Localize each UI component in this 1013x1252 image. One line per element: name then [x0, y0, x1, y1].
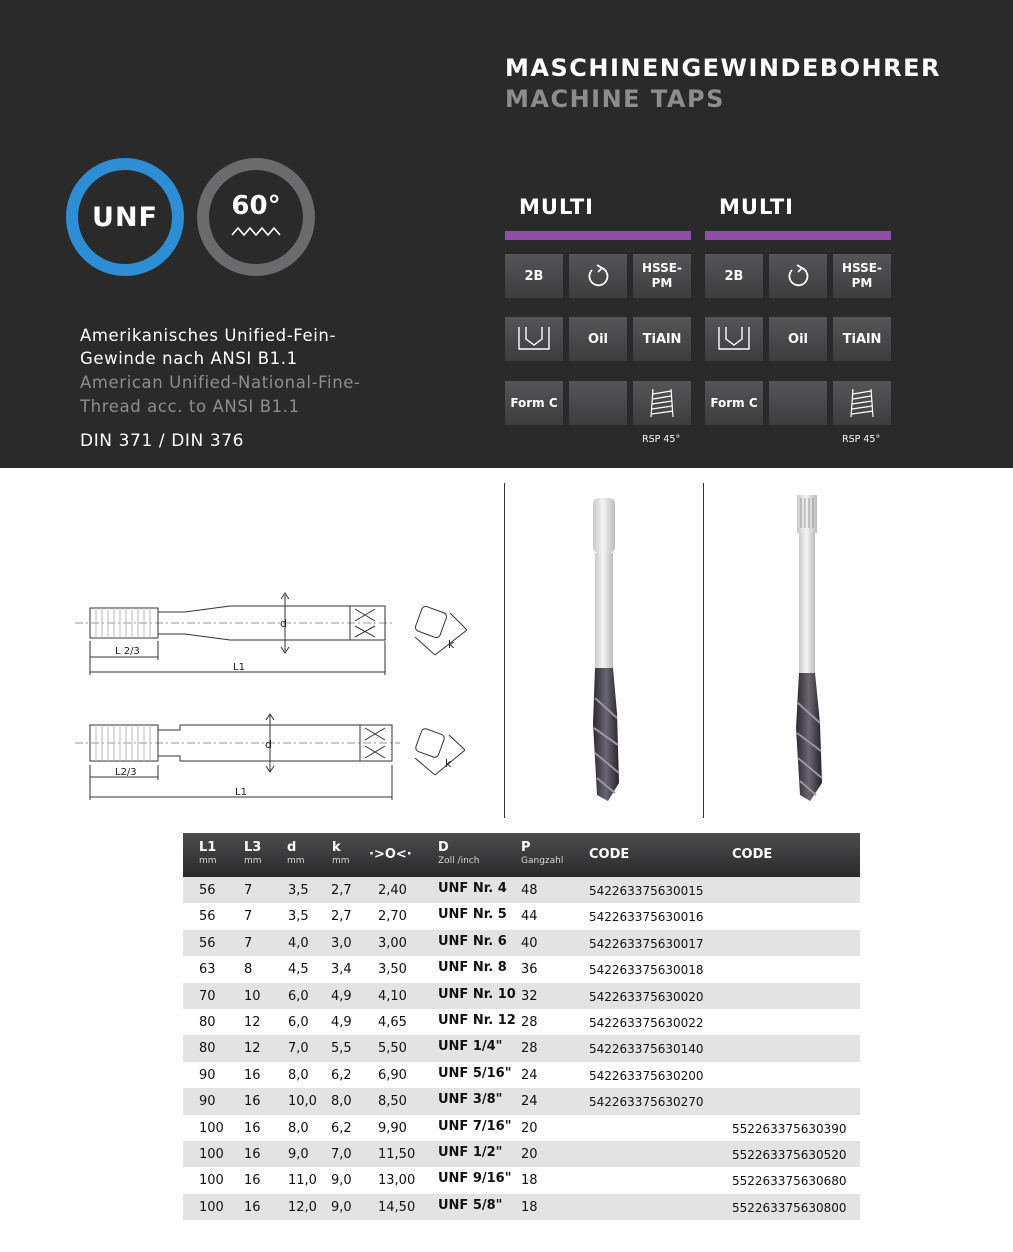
table-cell: 6,0 [288, 988, 309, 1004]
table-cell: 3,0 [331, 935, 352, 951]
spiral-flute-icon [847, 386, 877, 420]
table-row [183, 956, 860, 982]
table-cell: UNF Nr. 8 [438, 960, 507, 976]
table-cell: 7 [244, 935, 253, 951]
table-cell: UNF 7/16" [438, 1118, 512, 1134]
spiral-tile-2 [833, 381, 891, 425]
table-cell: 552263375630520 [732, 1147, 847, 1162]
table-cell: 18 [521, 1173, 538, 1189]
table-cell: UNF Nr. 6 [438, 933, 507, 949]
table-cell: 542263375630020 [589, 989, 704, 1004]
table-row [183, 877, 860, 903]
table-cell: 2,40 [378, 883, 407, 898]
table-cell: 4,65 [378, 1014, 407, 1030]
table-cell: 7 [244, 909, 253, 925]
table-cell: 90 [199, 1067, 216, 1083]
table-cell: 542263375630022 [589, 1015, 704, 1030]
header-drill-diameter: ·>O<· [369, 847, 412, 862]
table-cell: 32 [521, 988, 538, 1004]
empty-tile-1 [569, 381, 627, 425]
table-cell: UNF 1/2" [438, 1144, 503, 1160]
table-cell: 4,10 [378, 988, 407, 1004]
description-de-line2: Gewinde nach ANSI B1.1 [80, 349, 298, 368]
table-row [183, 1167, 860, 1193]
table-cell: UNF 5/16" [438, 1065, 512, 1081]
table-cell: UNF 1/4" [438, 1039, 503, 1055]
material-tile-2 [833, 254, 891, 298]
table-cell: 8,0 [331, 1094, 352, 1110]
unf-badge-label: UNF [92, 201, 158, 233]
table-cell: 552263375630680 [732, 1174, 847, 1189]
table-cell: 7,0 [331, 1146, 352, 1162]
empty-tile-2 [769, 381, 827, 425]
table-cell: 4,9 [331, 988, 352, 1004]
table-cell: 7 [244, 883, 253, 898]
table-cell: 542263375630018 [589, 963, 704, 978]
table-cell: 542263375630015 [589, 884, 704, 898]
table-cell: 4,5 [288, 962, 309, 978]
table-row [183, 1009, 860, 1035]
table-cell: 56 [199, 883, 216, 898]
drawing-label-l1-2: L1 [235, 787, 247, 798]
column-title-1: MULTI [519, 195, 594, 219]
table-cell: 100 [199, 1120, 224, 1136]
technical-drawing [75, 575, 485, 825]
thread-angle-badge [197, 158, 315, 276]
rotation-tile-2 [769, 254, 827, 298]
table-body [183, 877, 860, 1220]
table-cell: 7,0 [288, 1041, 309, 1057]
right-hand-rotation-icon [783, 261, 813, 291]
rotation-tile-1 [569, 254, 627, 298]
table-cell: 8,0 [288, 1120, 309, 1136]
table-cell: UNF Nr. 12 [438, 1012, 516, 1028]
table-cell: 6,0 [288, 1014, 309, 1030]
table-cell: 12 [244, 1041, 261, 1057]
table-cell: 16 [244, 1120, 261, 1136]
table-cell: 4,9 [331, 1014, 352, 1030]
table-cell: 20 [521, 1120, 538, 1136]
table-row [183, 983, 860, 1009]
thread-profile-icon [231, 225, 281, 237]
table-cell: UNF 5/8" [438, 1197, 503, 1213]
column-bar-2 [705, 231, 891, 240]
table-cell: 16 [244, 1067, 261, 1083]
material-line2: PM [651, 276, 673, 290]
material-tile-1 [633, 254, 691, 298]
table-row [183, 930, 860, 956]
header-code-2: CODE [732, 847, 773, 862]
title-english: MACHINE TAPS [505, 85, 725, 113]
table-cell: 70 [199, 988, 216, 1004]
coating-tile-1: TiAlN [633, 317, 691, 361]
column-title-2: MULTI [719, 195, 794, 219]
drawing-label-l23-2: L2/3 [115, 767, 137, 778]
coolant-tile-2: Oil [769, 317, 827, 361]
table-cell: 56 [199, 909, 216, 925]
table-cell: 100 [199, 1199, 224, 1215]
form-tile-2: Form C [705, 381, 763, 425]
table-row [183, 1062, 860, 1088]
product-table [183, 833, 860, 1220]
spiral-tile-1 [633, 381, 691, 425]
table-cell: 2,70 [378, 909, 407, 925]
table-cell: 8,50 [378, 1094, 407, 1110]
header-k: k mm [332, 840, 350, 866]
description-en-line1: American Unified-National-Fine- [80, 373, 361, 392]
table-cell: 542263375630017 [589, 936, 704, 951]
table-cell: 90 [199, 1094, 216, 1110]
table-cell: 10,0 [288, 1094, 317, 1110]
table-cell: 63 [199, 962, 216, 978]
table-cell: UNF 9/16" [438, 1171, 512, 1187]
tolerance-tile-2: 2B [705, 254, 763, 298]
header-l3: L3 mm [244, 840, 262, 866]
tolerance-tile-1: 2B [505, 254, 563, 298]
description-en-line2: Thread acc. to ANSI B1.1 [80, 397, 300, 416]
table-cell: 9,90 [378, 1120, 407, 1136]
table-cell: 36 [521, 962, 538, 978]
coating-tile-2: TiAlN [833, 317, 891, 361]
product-header [0, 0, 1013, 468]
table-cell: 100 [199, 1146, 224, 1162]
table-cell: 48 [521, 883, 538, 898]
table-cell: 14,50 [378, 1199, 416, 1215]
drawing-label-k-2: k [445, 757, 452, 770]
unf-badge [66, 158, 184, 276]
table-row [183, 1035, 860, 1061]
drawing-label-l23: L 2/3 [115, 646, 140, 657]
table-row [183, 903, 860, 929]
header-diameter-inch: D Zoll /inch [438, 840, 480, 866]
din-standard: DIN 371 / DIN 376 [80, 431, 245, 451]
drawing-label-d: d [280, 617, 287, 630]
blind-hole-tile-1 [505, 317, 563, 361]
table-cell: 16 [244, 1094, 261, 1110]
spiral-flute-icon [647, 386, 677, 420]
table-cell: 28 [521, 1014, 538, 1030]
table-cell: 3,00 [378, 935, 407, 951]
table-cell: 44 [521, 909, 538, 925]
table-cell: 56 [199, 935, 216, 951]
header-pitch: P Gangzahl [521, 840, 564, 866]
rsp-label-2: RSP 45° [842, 434, 881, 445]
table-cell: 552263375630800 [732, 1200, 847, 1215]
table-cell: 24 [521, 1067, 538, 1083]
table-cell: 28 [521, 1041, 538, 1057]
blind-hole-icon [717, 325, 751, 353]
title-german: MASCHINENGEWINDEBOHRER [505, 54, 941, 82]
description-de-line1: Amerikanisches Unified-Fein- [80, 326, 337, 345]
header-l1: L1 mm [199, 840, 217, 866]
rsp-label-1: RSP 45° [642, 434, 681, 445]
column-bar-1 [505, 231, 691, 240]
material-line2: PM [851, 276, 873, 290]
table-cell: 3,4 [331, 962, 352, 978]
table-cell: 3,5 [288, 883, 309, 898]
table-cell: 2,7 [331, 883, 352, 898]
blind-hole-tile-2 [705, 317, 763, 361]
table-row [183, 1088, 860, 1114]
material-line1: HSSE- [642, 261, 682, 275]
table-cell: 6,2 [331, 1120, 352, 1136]
table-cell: 16 [244, 1146, 261, 1162]
table-cell: 12 [244, 1014, 261, 1030]
table-cell: 552263375630390 [732, 1121, 847, 1136]
header-code-1: CODE [589, 847, 630, 862]
table-cell: 5,50 [378, 1041, 407, 1057]
table-cell: 12,0 [288, 1199, 317, 1215]
table-cell: 542263375630270 [589, 1095, 704, 1110]
table-cell: UNF Nr. 5 [438, 907, 507, 923]
table-cell: 542263375630016 [589, 910, 704, 925]
table-cell: 40 [521, 935, 538, 951]
table-cell: 16 [244, 1173, 261, 1189]
thread-angle-label: 60° [231, 191, 281, 221]
table-cell: 11,0 [288, 1173, 317, 1189]
table-cell: 8,0 [288, 1067, 309, 1083]
table-cell: 80 [199, 1014, 216, 1030]
table-cell: 9,0 [288, 1146, 309, 1162]
table-cell: 20 [521, 1146, 538, 1162]
coolant-tile-1: Oil [569, 317, 627, 361]
drawing-label-k: k [448, 638, 455, 651]
table-cell: 5,5 [331, 1041, 352, 1057]
tap-image-2 [704, 483, 904, 818]
table-cell: 542263375630140 [589, 1042, 704, 1057]
table-cell: 13,00 [378, 1173, 416, 1189]
table-cell: 4,0 [288, 935, 309, 951]
table-cell: UNF 3/8" [438, 1092, 503, 1108]
table-cell: 100 [199, 1173, 224, 1189]
table-cell: 18 [521, 1199, 538, 1215]
right-hand-rotation-icon [583, 261, 613, 291]
material-line1: HSSE- [842, 261, 882, 275]
table-cell: 2,7 [331, 909, 352, 925]
table-cell: 80 [199, 1041, 216, 1057]
table-cell: 542263375630200 [589, 1068, 704, 1083]
table-cell: UNF Nr. 4 [438, 881, 507, 896]
table-cell: 24 [521, 1094, 538, 1110]
table-row [183, 1194, 860, 1220]
table-row [183, 1115, 860, 1141]
table-cell: 16 [244, 1199, 261, 1215]
tap-photo-panel-2 [703, 483, 903, 818]
table-cell: 8 [244, 962, 253, 978]
header-d: d mm [287, 840, 305, 866]
table-cell: 9,0 [331, 1199, 352, 1215]
drawing-label-d-2: d [265, 738, 272, 751]
blind-hole-icon [517, 325, 551, 353]
form-tile-1: Form C [505, 381, 563, 425]
table-cell: 10 [244, 988, 261, 1004]
table-cell: 3,50 [378, 962, 407, 978]
tap-photo-panel-1 [504, 483, 704, 818]
table-cell: 6,90 [378, 1067, 407, 1083]
table-row [183, 1141, 860, 1167]
table-cell: 3,5 [288, 909, 309, 925]
tap-image-1 [505, 483, 705, 818]
table-cell: 9,0 [331, 1173, 352, 1189]
table-cell: 6,2 [331, 1067, 352, 1083]
table-cell: 11,50 [378, 1146, 416, 1162]
table-header [183, 833, 860, 877]
table-cell: UNF Nr. 10 [438, 986, 516, 1002]
drawing-label-l1: L1 [233, 662, 245, 673]
